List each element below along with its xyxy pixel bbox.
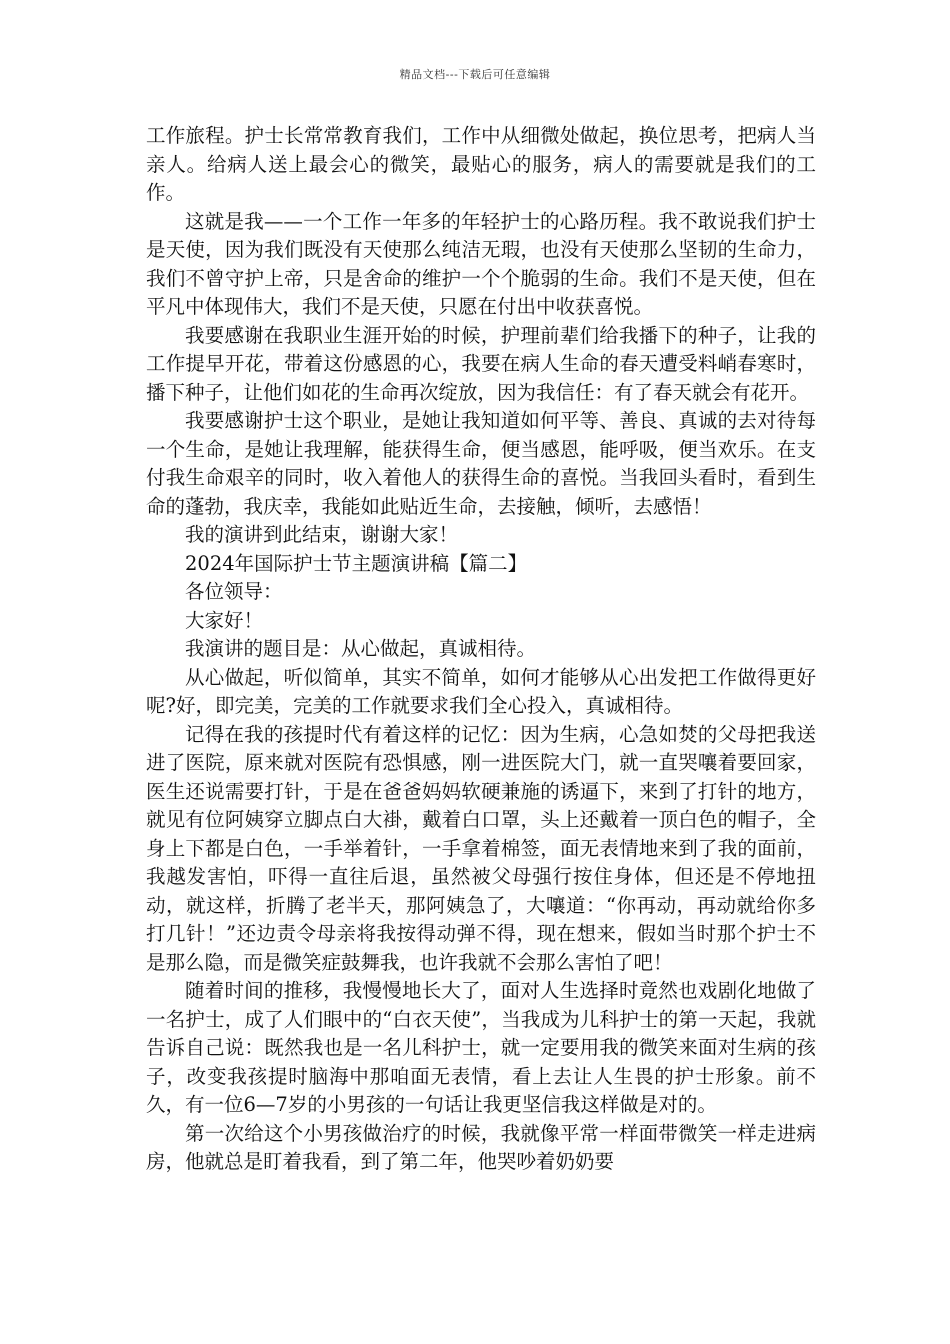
paragraph: 工作旅程。护士长常常教育我们，工作中从细微处做起，换位思考，把病人当亲人。给病人送上最会心的微笑，最贴心的服务，病人的需要就是我们的工作。 bbox=[146, 124, 816, 204]
paragraph: 我要感谢在我职业生涯开始的时候，护理前辈们给我播下的种子，让我的工作提早开花，带着这份感恩的心，我要在病人生命的春天遭受料峭春寒时，播下种子，让他们如花的生命再次绽放，因为我信任：有了春天就会有花开。 bbox=[146, 323, 816, 404]
paragraph: 这就是我——一个工作一年多的年轻护士的心路历程。我不敢说我们护士是天使，因为我们既没有天使那么纯洁无瑕，也没有天使那么坚韧的生命力，我们不曾守护上帝，只是舍命的维护一个个脆弱的生命。我们不是天使，但在平凡中体现伟大，我们不是天使，只愿在付出中收获喜悦。 bbox=[146, 209, 816, 318]
paragraph: 从心做起，听似简单，其实不简单，如何才能够从心出发把工作做得更好呢?好，即完美，完美的工作就要求我们全心投入，真诚相待。 bbox=[146, 665, 816, 717]
salutation: 各位领导： bbox=[185, 580, 283, 603]
speech-topic: 我演讲的题目是：从心做起，真诚相待。 bbox=[185, 637, 537, 660]
paragraph: 我要感谢护士这个职业，是她让我知道如何平等、善良、真诚的去对待每一个生命，是她让我理解，能获得生命，便当感恩，能呼吸，便当欢乐。在支付我生命艰辛的同时，收入着他人的获得生命的喜悦。当我回头看时，看到生命的蓬勃，我庆幸，我能如此贴近生命，去接触，倾听，去感悟！ bbox=[146, 409, 816, 518]
paragraph: 记得在我的孩提时代有着这样的记忆：因为生病，心急如焚的父母把我送进了医院，原来就对医院有恐惧感，刚一进医院大门，就一直哭嚷着要回家，医生还说需要打针，于是在爸爸妈妈软硬兼施的诱逼下，来到了打针的地方，就见有位阿姨穿立脚点白大褂，戴着白口罩，头上还戴着一顶白色的帽子，全身上下都是白色，一手举着针，一手拿着棉签，面无表情地来到了我的面前，我越发害怕，吓得一直往后退，虽然被父母强行按住身体，但还是不停地扭动，就这样，折腾了老半天，那阿姨急了，大嚷道：“你再动，再动就给你多打几针！”还边责令母亲将我按得动弹不得，现在想来，假如当时那个护士不是那么隐，而是微笑症鼓舞我，也许我就不会那么害怕了吧！ bbox=[146, 722, 816, 974]
document-body bbox=[146, 122, 816, 1177]
paragraph: 第一次给这个小男孩做治疗的时候，我就像平常一样面带微笑一样走进病房，他就总是盯着我看，到了第二年，他哭吵着奶奶要 bbox=[146, 1121, 816, 1173]
paragraph: 随着时间的推移，我慢慢地长大了，面对人生选择时竟然也戏剧化地做了一名护士，成了人们眼中的“白衣天使”，当我成为儿科护士的第一天起，我就告诉自己说：既然我也是一名儿科护士，就一定要用我的微笑来面对生病的孩子，改变我孩提时脑海中那咱面无表情，看上去让人生畏的护士形象。前不久，有一位6—7岁的小男孩的一句话让我更坚信我这样做是对的。 bbox=[146, 979, 816, 1116]
closing-line: 我的演讲到此结束，谢谢大家！ bbox=[185, 523, 459, 546]
page-header: 精品文档---下载后可任意编辑 bbox=[399, 68, 551, 81]
section-title: 2024年国际护士节主题演讲稿【篇二】 bbox=[185, 551, 528, 575]
greeting: 大家好！ bbox=[185, 608, 264, 632]
